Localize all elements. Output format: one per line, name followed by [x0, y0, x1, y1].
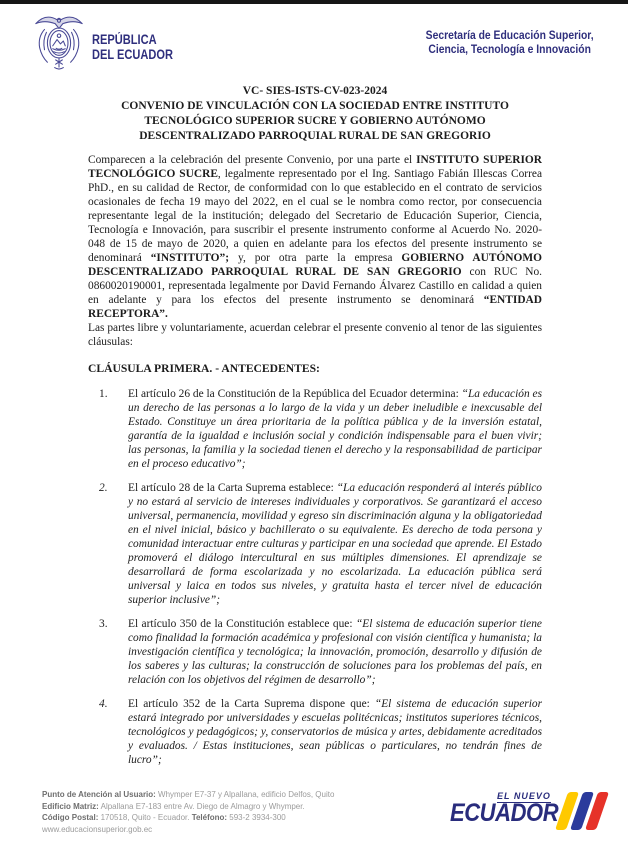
item-text	[128, 697, 542, 767]
secretariat-name	[426, 30, 594, 57]
intro-paragraph	[88, 153, 542, 321]
logo-tagline: EL NUEVO	[497, 791, 551, 801]
republic-brand-text	[92, 32, 173, 74]
footer-contact-block	[42, 789, 334, 835]
footer-value: Whymper E7-37 y Alpallana, edificio Delfos, Quito	[155, 789, 335, 799]
item-lead: El artículo 350 de la Constitución establece que:	[128, 618, 356, 630]
footer-label: Edificio Matriz:	[42, 800, 99, 811]
item-quote: “La educación responderá al interés público y no estará al servicio de intereses individuales y corporativos. Se garantizará el acceso universal, permanencia, movilidad y egreso sin discriminación alguna y la obligatoriedad en el nivel inicial, básico y bachillerato o su equivalente. Es derecho de toda persona y comunidad interactuar entre culturas y participar en una sociedad que aprende. El Estado promoverá el diálogo intercultural en sus múltiples dimensiones. El aprendizaje se desarrollará de forma escolarizada y no escolarizada. La educación pública será universal y laica en todos sus niveles, y gratuita hasta el tercer nivel de educación superior inclusive”;	[128, 482, 542, 606]
item-number: 2.	[99, 482, 108, 494]
intro-seg-6: con RUC No. 0860020190001, representada legalmente por David Fernando Álvarez Castillo en calidad a quien en adelante y para los efectos del presente instrumento se denominará	[88, 266, 542, 306]
institute-alias: “INSTITUTO”;	[150, 252, 230, 264]
item-lead: El artículo 28 de la Carta Suprema establece:	[128, 482, 337, 494]
item-lead: El artículo 26 de la Constitución de la República del Ecuador determina:	[128, 388, 462, 400]
document-body	[88, 84, 542, 780]
receptor-alias: “ENTIDAD RECEPTORA”.	[88, 294, 542, 320]
item-quote: “El sistema de educación superior estará integrado por universidades y escuelas politécnicas; institutos superiores técnicos, tecnológicos y pedagógicos; y, conservatorios de música y artes, debidamente acreditados y evaluados. / Estas instituciones, sean públicas o particulares, no tendrán fines de lucro”;	[128, 698, 542, 766]
footer-line-postal-phone	[42, 812, 334, 824]
party-institute-name: INSTITUTO SUPERIOR TECNOLÓGICO SUCRE	[88, 154, 542, 180]
footer-value: 593-2 3934-300	[227, 812, 286, 823]
item-quote: “La educación es un derecho de las personas a lo largo de la vida y un deber ineludible e inexcusable del Estado. Constituye un área prioritaria de la política pública y de la inversión estatal, garantía de la igualdad e inclusión social y condición indispensable para el buen vivir; las personas, la familia y la sociedad tienen el derecho y la responsabilidad de participar en el proceso educativo”;	[128, 388, 542, 470]
item-text	[128, 387, 542, 471]
antecedent-item-2	[88, 481, 542, 607]
el-nuevo-ecuador-logo	[450, 791, 598, 835]
top-black-bar	[0, 0, 628, 4]
item-lead: El artículo 352 de la Carta Suprema dispone que:	[128, 698, 375, 710]
title-line-2: TECNOLÓGICO SUPERIOR SUCRE Y GOBIERNO AUTÓNOMO	[144, 115, 486, 127]
title-line-3: DESCENTRALIZADO PARROQUIAL RURAL DE SAN GREGORIO	[139, 130, 491, 142]
intro-seg-4: y, por otra parte la empresa	[229, 252, 402, 264]
footer-label: Código Postal:	[42, 812, 99, 823]
secretariat-line-1: Secretaría de Educación Superior,	[426, 30, 594, 42]
brand-line-1: REPÚBLICA	[92, 32, 157, 47]
antecedent-item-3	[88, 617, 542, 687]
intro-seg-2: , legalmente representado por el Ing. Santiago Fabián Illescas Correa PhD., en su calidad de Rector, de conformidad con lo que establecido en el contrato de servicios ocasionales de fecha 19 mayo del 2022, en el cual se le nombra como rector, por consecuencia representante legal de la institución; delegado del Secretario de Educación Superior, Ciencia, Tecnología e Innovación, para suscribir el presente instrumento conforme al Acuerdo No. 2020-048 de 15 de mayo de 2020, a quien en adelante para los efectos del presente instrumento se denominará	[88, 168, 542, 264]
footer-line-attention	[42, 789, 334, 801]
item-quote: “El sistema de educación superior tiene como finalidad la formación académica y profesional con visión científica y humanista; la investigación científica y tecnológica; la innovación, promoción, desarrollo y difusión de los saberes y las culturas; la construcción de soluciones para los problemas del país, en relación con los objetivos del régimen de desarrollo”;	[128, 618, 542, 686]
republic-brand	[30, 10, 191, 74]
antecedent-item-1	[88, 387, 542, 471]
antecedents-list	[88, 387, 542, 767]
document-code: VC- SIES-ISTS-CV-023-2024	[242, 85, 388, 97]
party-gad-name: GOBIERNO AUTÓNOMO DESCENTRALIZADO PARROQUIAL RURAL DE SAN GREGORIO	[88, 252, 542, 278]
secretariat-line-2: Ciencia, Tecnología e Innovación	[428, 43, 592, 56]
document-title	[88, 99, 542, 144]
clause-one-heading: CLÁUSULA PRIMERA. - ANTECEDENTES:	[88, 362, 320, 375]
logo-wordmark: ECUADOR	[450, 799, 559, 827]
antecedent-item-4	[88, 697, 542, 767]
footer-value: 170518, Quito - Ecuador.	[98, 812, 192, 823]
brand-line-2: DEL ECUADOR	[92, 47, 173, 62]
item-number: 3.	[99, 618, 108, 630]
footer-value: Alpallana E7-183 entre Av. Diego de Almagro y Whymper.	[98, 800, 305, 811]
item-text	[128, 617, 542, 687]
ecuador-coat-of-arms-icon	[30, 10, 88, 74]
item-number: 1.	[99, 388, 108, 400]
footer-line-building	[42, 801, 334, 813]
flag-stripes-icon	[555, 792, 609, 830]
footer-label: Teléfono:	[191, 812, 228, 823]
item-number: 4.	[99, 698, 108, 710]
footer-label: Punto de Atención al Usuario:	[42, 789, 156, 799]
intro-seg-0: Comparecen a la celebración del presente Convenio, por una parte el	[88, 154, 417, 166]
letterhead	[30, 10, 594, 80]
footer-website: www.educacionsuperior.gob.ec	[42, 823, 153, 834]
agreement-sentence: Las partes libre y voluntariamente, acuerdan celebrar el presente convenio al tenor de las siguientes cláusulas:	[88, 322, 542, 348]
item-text	[128, 481, 542, 607]
title-line-1: CONVENIO DE VINCULACIÓN CON LA SOCIEDAD ENTRE INSTITUTO	[121, 100, 509, 112]
